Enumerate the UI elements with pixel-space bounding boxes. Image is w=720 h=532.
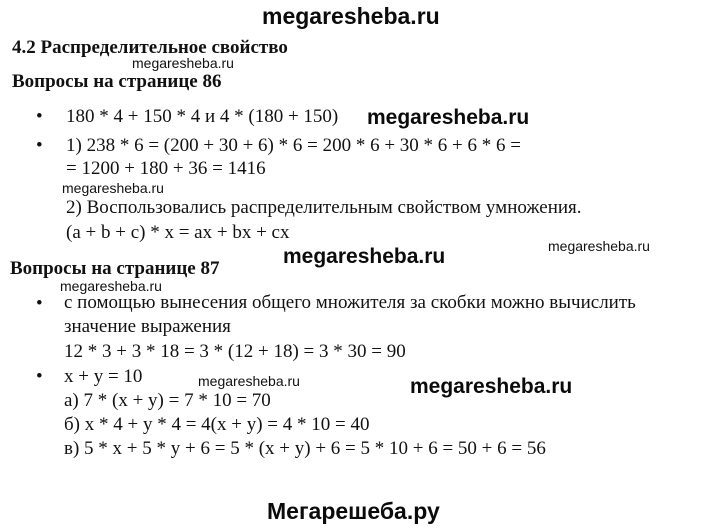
p86-item2-line2: = 1200 + 180 + 36 = 1416	[66, 158, 266, 179]
p87-item2-line1: x + y = 10	[64, 366, 143, 387]
p86-item2-line3: 2) Воспользовались распределительным свойством умножения.	[66, 197, 582, 218]
p87-item2-line3: б) x * 4 + y * 4 = 4(x + y) = 4 * 10 = 40	[64, 414, 370, 435]
p87-item1-line3: 12 * 3 + 3 * 18 = 3 * (12 + 18) = 3 * 30 = 90	[64, 341, 406, 362]
heading-page-86: Вопросы на странице 86	[12, 71, 222, 92]
watermark-inline: megaresheba.ru	[367, 106, 530, 129]
watermark-small: megaresheba.ru	[548, 238, 650, 254]
watermark-mid: megaresheba.ru	[410, 375, 573, 398]
watermark-small: megaresheba.ru	[60, 278, 162, 294]
watermark-bottom: Мегарешеба.ру	[267, 498, 440, 524]
bullet-icon: •	[36, 293, 43, 314]
bullet-icon: •	[36, 106, 43, 127]
p87-item1-line1: с помощью вынесения общего множителя за скобки можно вычислить	[64, 292, 636, 313]
watermark-small: megaresheba.ru	[198, 373, 300, 389]
section-title: 4.2 Распределительное свойство	[12, 37, 288, 58]
p86-item2-line1: 1) 238 * 6 = (200 + 30 + 6) * 6 = 200 * 6 + 30 * 6 + 6 * 6 =	[66, 135, 521, 156]
p86-item1: 180 * 4 + 150 * 4 и 4 * (180 + 150)	[66, 106, 339, 127]
heading-page-87: Вопросы на странице 87	[10, 258, 220, 279]
watermark-small: megaresheba.ru	[132, 55, 234, 71]
watermark-small: megaresheba.ru	[62, 180, 164, 196]
p86-item2-line4: (a + b + c) * x = ax + bx + cx	[66, 222, 290, 243]
p87-item1-line2: значение выражения	[64, 316, 231, 337]
p87-item2-line2: а) 7 * (x + y) = 7 * 10 = 70	[64, 390, 271, 411]
bullet-icon: •	[36, 135, 43, 156]
bullet-icon: •	[36, 366, 43, 387]
watermark-mid: megaresheba.ru	[283, 245, 446, 268]
watermark-top: megaresheba.ru	[262, 3, 440, 29]
p87-item2-line4: в) 5 * x + 5 * y + 6 = 5 * (x + y) + 6 = 5 * 10 + 6 = 50 + 6 = 56	[64, 438, 546, 459]
